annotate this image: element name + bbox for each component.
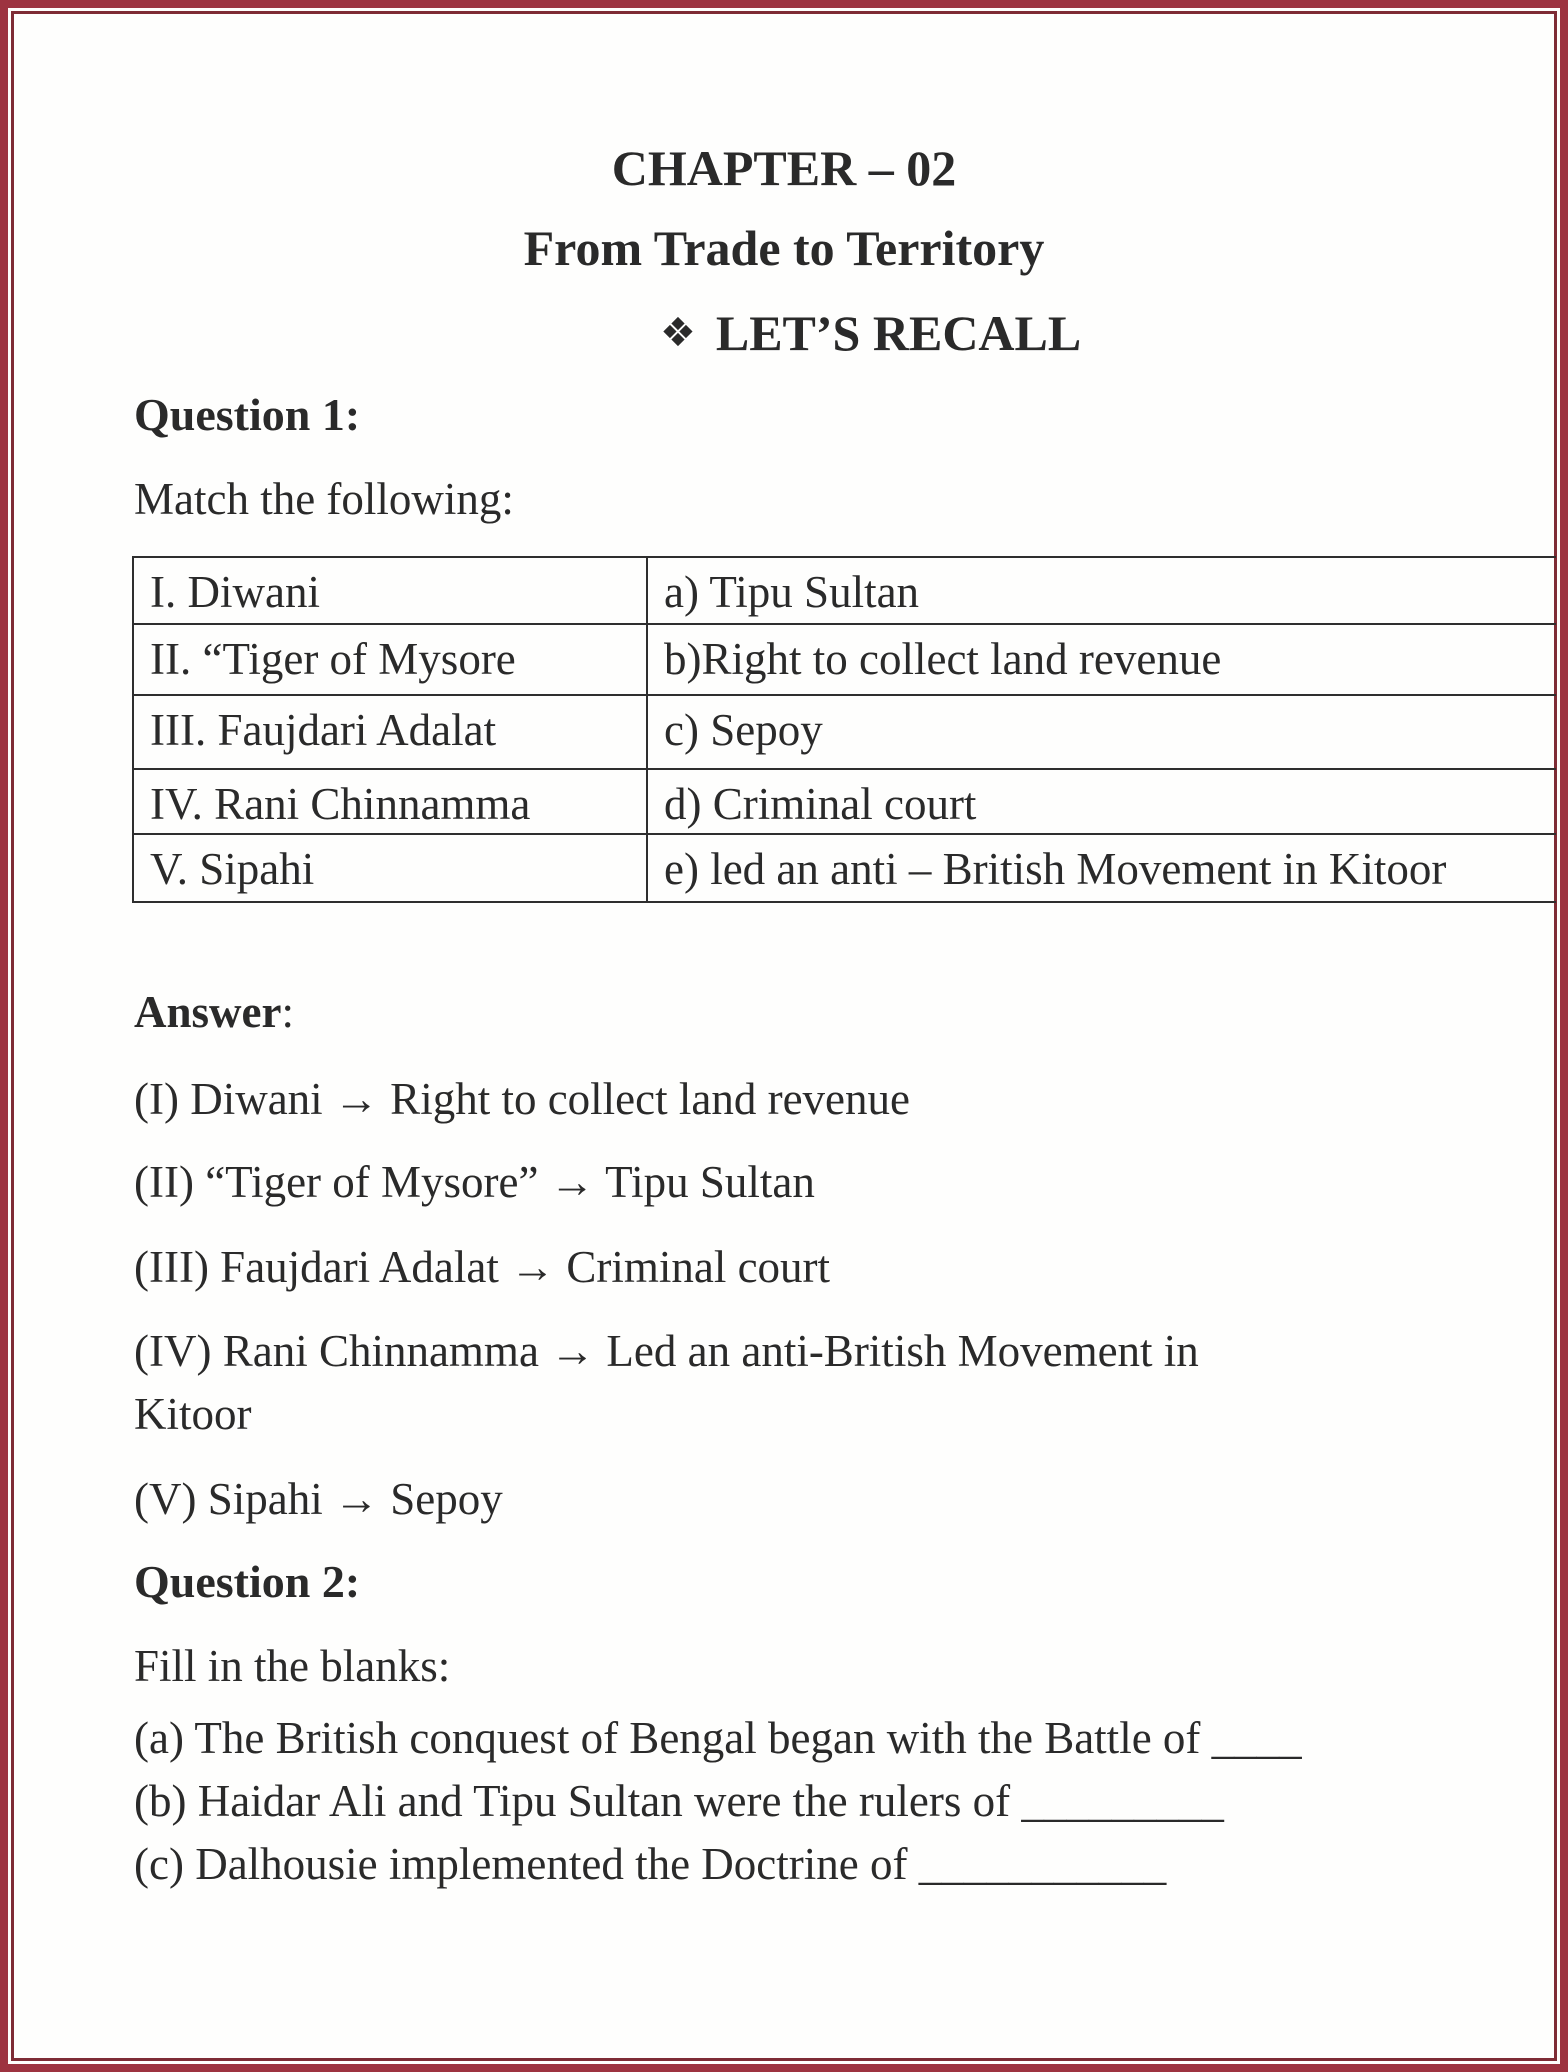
answer-text: (IV) Rani Chinnamma → Led an anti-British Movement in — [134, 1326, 1199, 1376]
fill-blank-text: (b) Haidar Ali and Tipu Sultan were the rulers of — [134, 1776, 1022, 1826]
answer-label: Answer — [134, 987, 282, 1037]
cell-text: c) Sepoy — [664, 705, 823, 755]
table-cell-right — [647, 695, 1556, 769]
question-2-label-text: Question 2: — [134, 1556, 361, 1607]
cell-text: III. Faujdari Adalat — [150, 705, 497, 755]
table-cell-left — [133, 834, 647, 902]
fill-blank-item — [134, 1776, 1224, 1826]
table-cell-right — [647, 557, 1556, 624]
answer-line — [134, 1474, 503, 1524]
table-row — [133, 557, 1556, 624]
table-row — [133, 624, 1556, 695]
table-cell-right — [647, 624, 1556, 695]
answer-heading — [134, 987, 294, 1037]
answer-text: (V) Sipahi → Sepoy — [134, 1474, 503, 1524]
answer-text: (I) Diwani → Right to collect land revenue — [134, 1074, 911, 1124]
table-cell-right — [647, 769, 1556, 834]
blank-line: _________ — [1021, 1776, 1224, 1826]
answer-text: Kitoor — [134, 1389, 252, 1439]
blank-line: ___________ — [918, 1839, 1167, 1889]
question-1-instruction — [134, 474, 514, 524]
fill-blank-item — [134, 1713, 1302, 1763]
fill-blank-item — [134, 1839, 1167, 1889]
cell-text: I. Diwani — [150, 567, 320, 617]
cell-text: b)Right to collect land revenue — [664, 634, 1222, 684]
fill-instruction-text: Fill in the blanks: — [134, 1641, 451, 1691]
chapter-label: CHAPTER – 02 — [611, 140, 957, 196]
diamond-bullet-icon: ❖ — [660, 310, 696, 356]
answer-line — [134, 1242, 831, 1292]
table-cell-left — [133, 695, 647, 769]
table-row — [133, 695, 1556, 769]
question-1-label-text: Question 1: — [134, 389, 361, 440]
fill-blank-text: (a) The British conquest of Bengal began with the Battle of — [134, 1713, 1212, 1763]
cell-text: V. Sipahi — [150, 844, 315, 894]
question-1-label — [134, 389, 361, 440]
section-heading-text: LET’S RECALL — [715, 305, 1082, 361]
cell-text: d) Criminal court — [664, 779, 977, 829]
table-row — [133, 769, 1556, 834]
answer-text: (III) Faujdari Adalat → Criminal court — [134, 1242, 831, 1292]
question-2-instruction — [134, 1641, 451, 1691]
answer-line — [134, 1326, 1199, 1376]
section-heading — [660, 305, 1082, 361]
chapter-title — [0, 220, 1568, 276]
question-2-label — [134, 1556, 361, 1607]
table-cell-left — [133, 624, 647, 695]
answer-line — [134, 1157, 815, 1207]
blank-line: ____ — [1211, 1713, 1302, 1763]
chapter-number — [0, 140, 1568, 196]
table-cell-left — [133, 769, 647, 834]
answer-text: (II) “Tiger of Mysore” → Tipu Sultan — [134, 1157, 815, 1207]
fill-blank-text: (c) Dalhousie implemented the Doctrine of — [134, 1839, 919, 1889]
chapter-title-text: From Trade to Territory — [523, 220, 1045, 276]
table-row — [133, 834, 1556, 902]
answer-line-continuation — [134, 1389, 252, 1439]
answer-line — [134, 1074, 911, 1124]
cell-text: e) led an anti – British Movement in Kitoor — [664, 844, 1447, 894]
cell-text: IV. Rani Chinnamma — [150, 779, 531, 829]
table-cell-left — [133, 557, 647, 624]
cell-text: II. “Tiger of Mysore — [150, 634, 516, 684]
cell-text: a) Tipu Sultan — [664, 567, 920, 617]
table-cell-right — [647, 834, 1556, 902]
match-instruction-text: Match the following: — [134, 474, 514, 524]
answer-colon: : — [281, 987, 294, 1037]
match-table — [132, 556, 1556, 903]
